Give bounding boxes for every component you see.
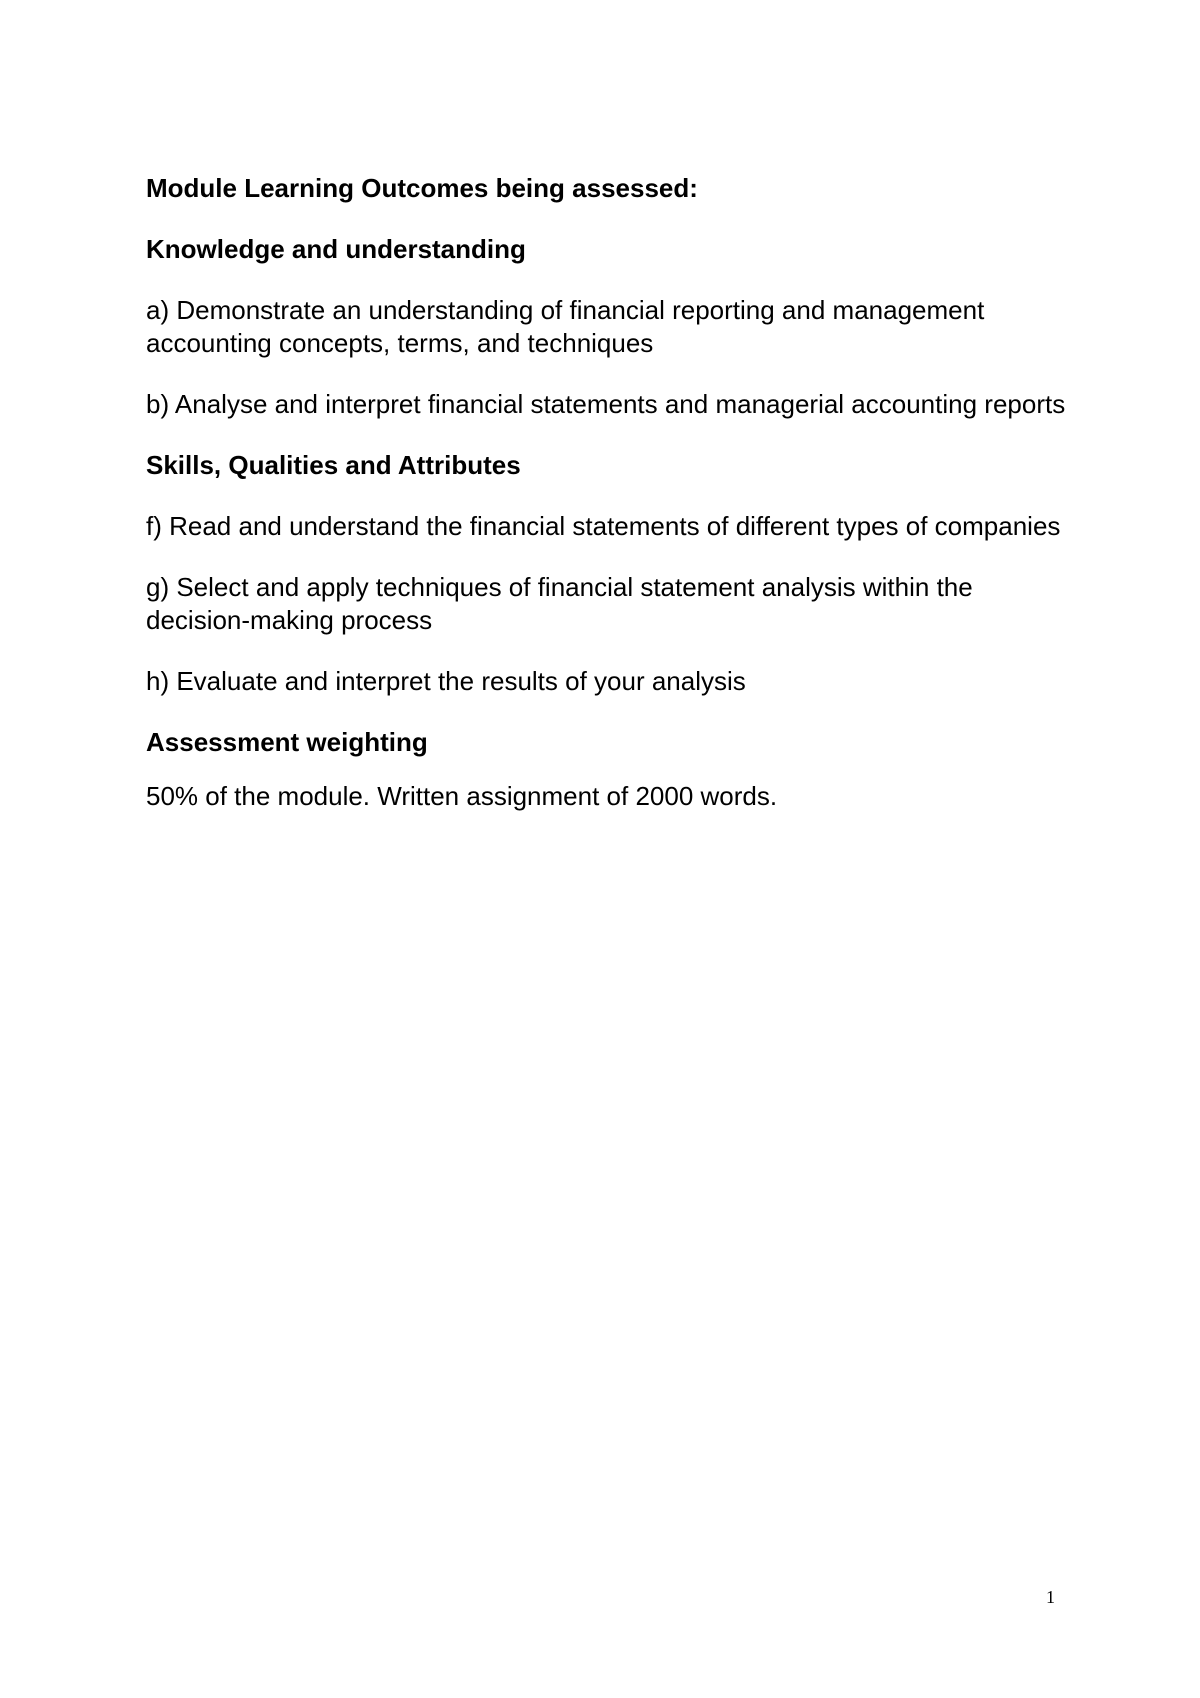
assessment-heading: Assessment weighting [146, 727, 428, 757]
outcome-b: b) Analyse and interpret financial statements and managerial accounting reports [146, 389, 1066, 419]
page-title: Module Learning Outcomes being assessed: [146, 173, 698, 203]
section-heading-skills: Skills, Qualities and Attributes [146, 450, 521, 480]
document-body [146, 172, 1076, 841]
page-number: 1 [1046, 1587, 1055, 1607]
assessment-text: 50% of the module. Written assignment of 2000 words. [146, 781, 778, 811]
outcome-a: a) Demonstrate an understanding of financial reporting and management accounting concepts, terms, and techniques [146, 295, 985, 358]
outcome-g: g) Select and apply techniques of financial statement analysis within the decision-making process [146, 572, 973, 635]
outcome-h: h) Evaluate and interpret the results of your analysis [146, 666, 746, 696]
outcome-f: f) Read and understand the financial statements of different types of companies [146, 511, 1061, 541]
section-heading-knowledge: Knowledge and understanding [146, 234, 526, 264]
